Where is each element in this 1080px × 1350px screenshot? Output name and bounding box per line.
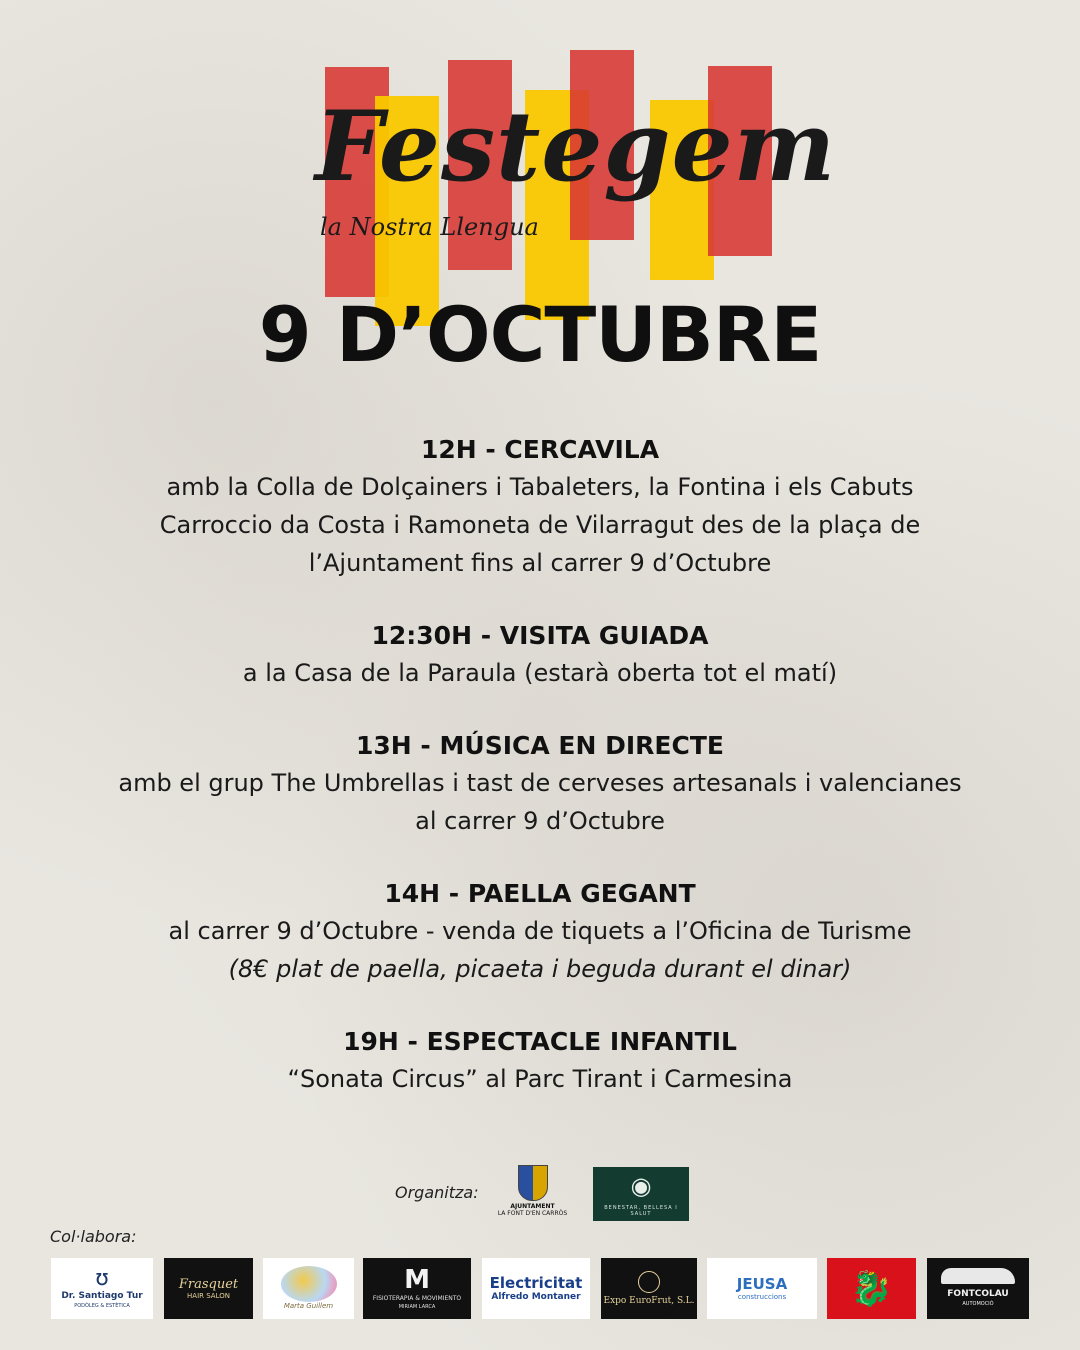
logo-subtitle: la Nostra Llengua bbox=[320, 213, 539, 241]
sponsor-dragon bbox=[827, 1258, 916, 1319]
event-title: 19H - ESPECTACLE INFANTIL bbox=[343, 1027, 737, 1056]
logo-title: Festegem bbox=[315, 90, 837, 203]
sponsor-name: Expo EuroFrut, S.L. bbox=[603, 1295, 695, 1306]
star-circle-icon bbox=[638, 1271, 660, 1293]
sponsor-frasquet bbox=[164, 1258, 253, 1319]
sponsor-fisioterapia bbox=[363, 1258, 471, 1319]
event-note: (8€ plat de paella, picaeta i beguda durant el dinar) bbox=[228, 955, 852, 983]
event-cercavila bbox=[40, 432, 1040, 582]
sponsor-name: Dr. Santiago Tur bbox=[61, 1290, 143, 1301]
sponsor-sub: Alfredo Montaner bbox=[491, 1292, 581, 1302]
page-title: 9 D’OCTUBRE bbox=[258, 290, 822, 379]
sponsor-sub: MIRIAM LARCA bbox=[398, 1303, 436, 1310]
sponsor-sub: HAIR SALON bbox=[187, 1291, 230, 1300]
sponsor-jeusa bbox=[707, 1258, 817, 1319]
benestar-logo bbox=[593, 1167, 689, 1221]
event-line: amb el grup The Umbrellas i tast de cerveses artesanals i valencianes bbox=[118, 769, 962, 797]
eye-icon: ◉ bbox=[630, 1172, 652, 1200]
sponsor-marta-guillem bbox=[263, 1258, 354, 1319]
car-icon bbox=[941, 1268, 1015, 1284]
event-line: Carroccio da Costa i Ramoneta de Vilarragut des de la plaça de bbox=[159, 511, 921, 539]
ajuntament-line2: LA FONT D'EN CARRÒS bbox=[497, 1210, 568, 1217]
event-program bbox=[40, 432, 1040, 1134]
sponsor-name: Marta Guillem bbox=[283, 1302, 334, 1310]
watercolor-logo-icon bbox=[281, 1266, 337, 1302]
event-title: 12H - CERCAVILA bbox=[420, 435, 660, 464]
sponsor-electricitat bbox=[482, 1258, 590, 1319]
event-line: l’Ajuntament fins al carrer 9 d’Octubre bbox=[308, 549, 772, 577]
event-title: 13H - MÚSICA EN DIRECTE bbox=[356, 731, 724, 760]
ajuntament-line1: AJUNTAMENT bbox=[510, 1203, 555, 1210]
event-title: 14H - PAELLA GEGANT bbox=[384, 879, 696, 908]
sponsor-sub: PODÒLEG & ESTÈTICA bbox=[74, 1302, 130, 1309]
dragon-icon: 🐉 bbox=[850, 1268, 893, 1309]
sponsor-sub: construccions bbox=[737, 1293, 787, 1301]
collaborators-label: Col·labora: bbox=[50, 1227, 137, 1246]
festegem-logo bbox=[315, 40, 837, 290]
sponsor-name: FISIOTERAPIA & MOVIMIENTO bbox=[372, 1294, 462, 1302]
event-line: al carrer 9 d’Octubre - venda de tiquets a l’Oficina de Turisme bbox=[168, 917, 912, 945]
sponsor-name: Frasquet bbox=[178, 1276, 239, 1292]
sponsor-name: Electricitat bbox=[489, 1274, 583, 1292]
sponsor-sub: AUTOMOCIÓ bbox=[962, 1301, 994, 1307]
event-line: al carrer 9 d’Octubre bbox=[415, 807, 665, 835]
ajuntament-logo bbox=[495, 1165, 570, 1225]
sponsor-name: JEUSA bbox=[736, 1275, 788, 1293]
event-line: a la Casa de la Paraula (estarà oberta tot el matí) bbox=[242, 659, 838, 687]
m-logo-icon: M bbox=[404, 1264, 430, 1295]
organizers-label: Organitza: bbox=[395, 1183, 479, 1202]
tooth-icon: ʊ bbox=[95, 1265, 109, 1291]
event-musica bbox=[40, 728, 1040, 840]
sponsor-fontcolau bbox=[927, 1258, 1029, 1319]
sponsor-santiago-tur bbox=[51, 1258, 153, 1319]
event-espectacle bbox=[40, 1024, 1040, 1098]
sponsor-name: FONTCOLAU bbox=[947, 1289, 1009, 1299]
event-title: 12:30H - VISITA GUIADA bbox=[371, 621, 709, 650]
event-paella bbox=[40, 876, 1040, 988]
benestar-text: BENESTAR, BELLESA I SALUT bbox=[604, 1205, 678, 1217]
sponsor-expo-eurofrut bbox=[601, 1258, 697, 1319]
coat-of-arms-icon bbox=[518, 1165, 548, 1201]
event-line: “Sonata Circus” al Parc Tirant i Carmesina bbox=[287, 1065, 793, 1093]
event-visita-guiada bbox=[40, 618, 1040, 692]
event-line: amb la Colla de Dolçainers i Tabaleters, la Fontina i els Cabuts bbox=[166, 473, 914, 501]
